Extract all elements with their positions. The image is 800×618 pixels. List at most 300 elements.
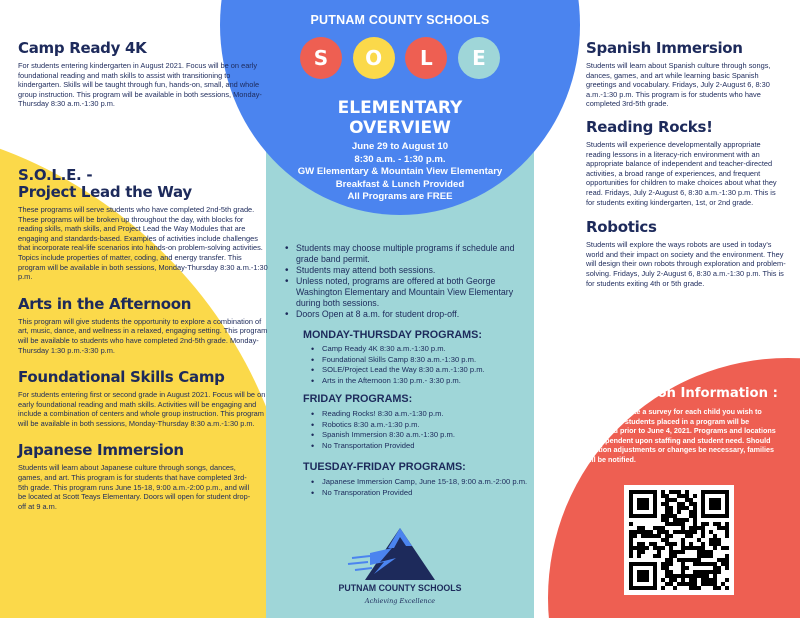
qr-module <box>629 534 633 538</box>
qr-module <box>693 494 697 498</box>
section-title: Japanese Immersion <box>18 441 184 460</box>
qr-module <box>689 542 693 546</box>
registration-title: Registration Information : <box>584 386 778 401</box>
logo-district-name: PUTNAM COUNTY SCHOOLS <box>338 583 462 593</box>
qr-module <box>709 562 713 566</box>
qr-module <box>669 554 673 558</box>
qr-module <box>693 514 697 518</box>
qr-module <box>637 554 641 558</box>
tuesday-friday-list <box>309 477 533 498</box>
district-title: PUTNAM COUNTY SCHOOLS <box>310 13 490 27</box>
overview-title-line1: ELEMENTARY <box>337 98 463 118</box>
qr-module <box>645 530 649 534</box>
qr-module <box>677 558 681 562</box>
list-item: • Students may attend both sessions. <box>284 265 530 276</box>
qr-module <box>693 562 697 566</box>
qr-module <box>677 502 681 506</box>
qr-module <box>681 506 685 510</box>
qr-module <box>681 558 685 562</box>
qr-module <box>717 542 721 546</box>
qr-module <box>713 582 717 586</box>
event-meals: Breakfast & Lunch Provided <box>335 178 465 190</box>
qr-module <box>673 554 677 558</box>
qr-module <box>641 546 645 550</box>
qr-module <box>717 522 721 526</box>
list-item: • Camp Ready 4K 8:30 a.m.-1:30 p.m. <box>309 344 533 355</box>
qr-module <box>697 538 701 542</box>
qr-module <box>657 530 661 534</box>
list-item: • Arts in the Afternoon 1:30 p.m.- 3:30 p.m. <box>309 376 533 387</box>
section-title: Arts in the Afternoon <box>18 294 192 313</box>
qr-module <box>693 570 697 574</box>
qr-module <box>637 570 649 582</box>
qr-module <box>669 522 673 526</box>
qr-module <box>701 570 705 574</box>
qr-module <box>721 558 725 562</box>
event-locations: GW Elementary & Mountain View Elementary <box>297 166 503 178</box>
qr-module <box>705 554 709 558</box>
qr-module <box>673 530 677 534</box>
qr-module <box>689 530 693 534</box>
qr-module <box>693 582 697 586</box>
list-item: • No Transporation Provided <box>309 488 533 499</box>
qr-module <box>669 542 673 546</box>
qr-module <box>709 550 713 554</box>
qr-module <box>637 530 641 534</box>
qr-module <box>713 538 717 542</box>
qr-module <box>665 534 669 538</box>
qr-module <box>673 550 677 554</box>
qr-module <box>665 498 669 502</box>
qr-module <box>685 498 689 502</box>
section-title: Camp Ready 4K <box>18 39 147 57</box>
list-item: • No Transportation Provided <box>309 441 533 452</box>
qr-module <box>685 546 689 550</box>
qr-module <box>665 558 669 562</box>
qr-module <box>661 502 665 506</box>
sole-letter-o: O <box>353 37 395 79</box>
qr-module <box>665 522 669 526</box>
qr-module <box>673 498 677 502</box>
qr-module <box>637 546 641 550</box>
qr-module <box>701 562 705 566</box>
qr-module <box>713 566 717 570</box>
qr-module <box>677 506 681 510</box>
section-body: Students will learn about Japanese culture through songs, dances, games, and art. This program is for students that have completed 3rd-5th grade. This program runs June 15-18, 9:00 a.m.-2:00 p.m., and will be located at Scott Teays Elementary. Doors will open for student drop-off at 9 a.m. <box>18 463 251 511</box>
qr-module <box>725 562 729 566</box>
qr-module <box>693 506 697 510</box>
qr-module <box>637 498 649 510</box>
qr-module <box>725 554 729 558</box>
qr-module <box>701 542 705 546</box>
qr-module <box>721 582 725 586</box>
qr-module <box>657 554 661 558</box>
qr-module <box>677 522 681 526</box>
qr-module <box>669 570 673 574</box>
friday-title: FRIDAY PROGRAMS: <box>303 393 413 405</box>
qr-module <box>629 530 633 534</box>
qr-module <box>681 562 685 566</box>
qr-module <box>629 542 633 546</box>
qr-module <box>709 530 713 534</box>
qr-module <box>665 566 669 570</box>
motion-line-icon <box>355 568 372 570</box>
list-item: • Doors Open at 8 a.m. for student drop-off. <box>284 309 530 320</box>
monday-thursday-title: MONDAY-THURSDAY PROGRAMS: <box>303 329 482 341</box>
qr-module <box>669 546 673 550</box>
qr-module <box>657 534 661 538</box>
qr-module <box>673 490 677 494</box>
qr-module <box>681 582 685 586</box>
qr-module <box>725 534 729 538</box>
qr-module <box>629 522 633 526</box>
qr-module <box>685 506 689 510</box>
qr-module <box>673 522 677 526</box>
qr-module <box>681 518 685 522</box>
qr-module <box>653 534 657 538</box>
qr-module <box>701 526 705 530</box>
qr-module <box>649 542 653 546</box>
friday-list <box>309 409 533 451</box>
qr-module <box>681 522 685 526</box>
qr-module <box>669 550 673 554</box>
qr-module <box>701 582 705 586</box>
qr-module <box>697 574 701 578</box>
qr-module <box>693 586 697 590</box>
qr-module <box>657 546 661 550</box>
qr-module <box>653 542 657 546</box>
qr-module <box>661 518 665 522</box>
qr-module <box>681 542 685 546</box>
qr-module <box>701 522 705 526</box>
qr-module <box>721 546 725 550</box>
qr-module <box>697 558 701 562</box>
section-body: For students entering kindergarten in August 2021. Focus will be on early foundational reading and math skills to assist with transitioning to kindergarten. Skills will be taught through fun, hands-on, small, and whole group instruction. This program will be available in both sessions, Monday-Thursday 8:30 a.m.-1:30 p.m. <box>18 61 262 109</box>
qr-module <box>681 574 685 578</box>
qr-module <box>689 534 693 538</box>
qr-module <box>633 534 637 538</box>
qr-module <box>717 526 721 530</box>
list-item: • Unless noted, programs are offered at both George Washington Elementary and Mountain View Elementary during both sessions. <box>284 276 530 309</box>
qr-module <box>697 526 701 530</box>
qr-module <box>701 530 705 534</box>
qr-module <box>661 526 665 530</box>
general-notes-list <box>284 243 530 320</box>
qr-module <box>665 502 669 506</box>
camp-ready-section <box>18 40 270 109</box>
qr-module <box>665 574 669 578</box>
section-title: Spanish Immersion <box>586 39 743 57</box>
qr-module <box>677 574 681 578</box>
qr-module <box>629 550 633 554</box>
qr-module <box>721 526 725 530</box>
qr-module <box>693 522 697 526</box>
list-item: • Spanish Immersion 8:30 a.m.-1:30 p.m. <box>309 430 533 441</box>
qr-module <box>713 578 717 582</box>
list-item: • Reading Rocks! 8:30 a.m.-1:30 p.m. <box>309 409 533 420</box>
qr-module <box>661 538 665 542</box>
qr-module <box>701 574 705 578</box>
qr-module <box>725 566 729 570</box>
qr-module <box>669 506 673 510</box>
qr-module <box>689 546 693 550</box>
qr-module <box>653 554 657 558</box>
qr-module <box>681 502 685 506</box>
section-title: Reading Rocks! <box>586 117 713 136</box>
section-body: These programs will serve students who have completed 2nd-5th grade. These programs will be broken up throughout the day, with blocks for reading skills, math skills, and Project Lead the Way Modules that are engaging and standards-based. Examples of activities include challenges that incorporate real-life scenarios into hands-on problem-solving activities. Topics include properties of matter, coding, and energy transfer. This program will be available in both sessions, Monday-Thursday 8:30 a.m.-1:30 p.m. <box>18 204 268 282</box>
event-time: 8:30 a.m. - 1:30 p.m. <box>354 153 446 165</box>
qr-module <box>701 546 705 550</box>
qr-module <box>665 506 669 510</box>
qr-module <box>705 582 709 586</box>
left-column <box>18 40 270 511</box>
tuesday-friday-title: TUESDAY-FRIDAY PROGRAMS: <box>303 461 466 473</box>
qr-module <box>689 526 693 530</box>
qr-module <box>669 510 673 514</box>
qr-module <box>689 502 693 506</box>
section-body: Students will learn about Spanish culture through songs, dances, games, and art while learning basic Spanish greetings and vocabulary. Fridays, July 2-August 6, 8:30 a.m.-1:30 p.m. This program is for students who have completed 3rd-5th grade. <box>586 61 771 109</box>
qr-module <box>693 518 697 522</box>
qr-module <box>681 550 685 554</box>
qr-module <box>641 530 645 534</box>
qr-module <box>649 530 653 534</box>
qr-module <box>713 534 717 538</box>
section-title-line2: Project Lead the Way <box>18 182 192 201</box>
reading-rocks-section <box>586 119 786 207</box>
qr-module <box>705 578 709 582</box>
section-title: Foundational Skills Camp <box>18 368 225 387</box>
qr-module <box>681 526 685 530</box>
qr-module <box>685 558 689 562</box>
qr-module <box>677 510 681 514</box>
qr-module <box>705 570 709 574</box>
qr-module <box>685 530 689 534</box>
qr-module <box>661 566 665 570</box>
qr-module <box>685 518 689 522</box>
qr-module <box>665 530 669 534</box>
qr-module <box>717 566 721 570</box>
qr-module <box>693 574 697 578</box>
sole-pltw-section <box>18 167 270 282</box>
qr-module <box>665 510 669 514</box>
qr-module <box>665 570 669 574</box>
qr-module <box>669 534 673 538</box>
sole-letter-s: S <box>300 37 342 79</box>
qr-module <box>677 582 681 586</box>
qr-module <box>713 574 717 578</box>
qr-module <box>689 574 693 578</box>
qr-module <box>697 554 701 558</box>
qr-module <box>689 510 693 514</box>
monday-thursday-list <box>309 344 533 386</box>
robotics-section <box>586 219 786 288</box>
event-info <box>266 141 534 204</box>
qr-module <box>709 554 713 558</box>
qr-module <box>661 514 665 518</box>
qr-module <box>705 550 709 554</box>
qr-module <box>689 586 693 590</box>
arts-afternoon-section <box>18 296 270 355</box>
qr-module <box>665 582 669 586</box>
qr-module <box>677 530 681 534</box>
qr-module <box>677 518 681 522</box>
qr-module <box>641 542 645 546</box>
qr-module <box>705 574 709 578</box>
qr-module <box>725 522 729 526</box>
qr-module <box>701 534 705 538</box>
qr-module <box>633 546 637 550</box>
qr-module <box>697 562 701 566</box>
section-body: For students entering first or second grade in August 2021. Focus will be on early foundational reading and math skills. Activities will be engaging and include a combination of centers and whole group instruction. This program will be available in both sessions, Monday-Thursday 8:30 a.m.-1:30 p.m. <box>18 390 266 428</box>
list-item: • Robotics 8:30 a.m.-1:30 p.m. <box>309 420 533 431</box>
qr-module <box>665 514 669 518</box>
qr-module <box>693 510 697 514</box>
qr-module <box>641 550 645 554</box>
qr-module <box>689 578 693 582</box>
qr-module <box>673 542 677 546</box>
qr-module <box>677 490 681 494</box>
qr-module <box>689 558 693 562</box>
overview-title <box>266 98 534 138</box>
spanish-immersion-section <box>586 40 786 109</box>
qr-module <box>713 570 717 574</box>
qr-module <box>709 578 713 582</box>
qr-module <box>725 526 729 530</box>
qr-module <box>637 526 641 530</box>
qr-module <box>637 550 641 554</box>
qr-module <box>709 538 713 542</box>
qr-module <box>673 578 677 582</box>
right-column <box>586 40 786 288</box>
qr-module <box>661 546 665 550</box>
sole-letter-l: L <box>405 37 447 79</box>
qr-module <box>665 538 669 542</box>
qr-module <box>725 530 729 534</box>
qr-module <box>641 534 645 538</box>
qr-module <box>673 574 677 578</box>
qr-module <box>669 562 673 566</box>
qr-module <box>693 546 697 550</box>
qr-module <box>717 558 721 562</box>
qr-module <box>685 574 689 578</box>
qr-module <box>657 526 661 530</box>
sole-letters <box>300 37 500 79</box>
qr-module <box>693 578 697 582</box>
qr-module <box>685 582 689 586</box>
qr-module <box>661 586 665 590</box>
qr-module <box>669 582 673 586</box>
qr-module <box>653 546 657 550</box>
qr-module <box>649 534 653 538</box>
qr-module <box>725 586 729 590</box>
section-title: Robotics <box>586 218 657 237</box>
qr-module <box>629 546 633 550</box>
qr-module <box>713 542 717 546</box>
foundational-skills-section <box>18 369 270 428</box>
qr-module <box>669 498 673 502</box>
qr-module <box>713 522 717 526</box>
qr-module <box>681 546 685 550</box>
qr-module <box>689 514 693 518</box>
list-item: • Foundational Skills Camp 8:30 a.m.-1:30 p.m. <box>309 355 533 366</box>
motion-line-icon <box>352 556 370 558</box>
qr-module <box>637 542 641 546</box>
qr-module <box>717 538 721 542</box>
qr-module <box>713 562 717 566</box>
qr-module <box>689 498 693 502</box>
qr-module <box>697 586 701 590</box>
overview-title-line2: OVERVIEW <box>349 118 451 138</box>
motion-line-icon <box>348 562 368 564</box>
list-item: • SOLE/Project Lead the Way 8:30 a.m.-1:30 p.m. <box>309 365 533 376</box>
list-item: • Students may choose multiple programs if schedule and grade band permit. <box>284 243 530 265</box>
section-body: Students will explore the ways robots are used in today's world and their impact on society and the environment. They will design their own robots through exploration and problem-solving. Fridays, July 2-August 6, 8:30 a.m.-1:30 p.m. This is for students exiting 4th or 5th grade. <box>586 240 786 288</box>
qr-module <box>689 582 693 586</box>
list-item: • Japanese Immersion Camp, June 15-18, 9:00 a.m.-2:00 p.m. <box>309 477 533 488</box>
qr-module <box>669 514 673 518</box>
qr-module <box>681 538 685 542</box>
qr-module <box>661 494 665 498</box>
qr-module <box>677 550 681 554</box>
qr-module <box>629 554 633 558</box>
qr-module <box>697 546 701 550</box>
qr-module <box>701 578 705 582</box>
qr-module <box>685 566 689 570</box>
qr-module <box>661 562 665 566</box>
qr-module <box>661 578 665 582</box>
qr-code-icon <box>629 490 729 590</box>
section-body: Students will experience developmentally appropriate reading lessons in a literacy-rich environment with an appropriate balance of independent and teacher-directed activities, a broad range of experiences, and frequent opportunities for children to make choices about what they read. Fridays, July 2-August 6, 8:30 a.m.-1:30 p.m. This is for students exiting kindergarten, 1st, or 2nd grade. <box>586 139 777 207</box>
section-body: This program will give students the opportunity to explore a combination of art, music, dance, and wellness in a relaxed, engaging setting. This program will be available to students who have completed 2nd-5th grade. Monday-Thursday 1:30 p.m.-3:30 p.m. <box>18 316 268 355</box>
japanese-immersion-section <box>18 442 270 511</box>
section-title-line1: S.O.L.E. - <box>18 165 93 184</box>
qr-module <box>685 534 689 538</box>
qr-module <box>633 530 637 534</box>
qr-module <box>661 490 665 494</box>
qr-module <box>693 526 697 530</box>
qr-module <box>717 570 721 574</box>
qr-module <box>669 574 673 578</box>
qr-module <box>709 582 713 586</box>
qr-module <box>681 530 685 534</box>
qr-module <box>685 494 689 498</box>
qr-code[interactable] <box>624 485 734 595</box>
qr-module <box>721 562 725 566</box>
qr-module <box>665 494 669 498</box>
qr-module <box>685 490 689 494</box>
qr-module <box>645 534 649 538</box>
registration-body: Please complete a survey for each child you wish to register. All students placed in a program will be contacted prior to June 4, 2021. Programs and locations are dependent upon staffing and student need. Should location adjustments or changes be necessary, families will be notified. <box>584 407 776 464</box>
qr-module <box>657 550 661 554</box>
qr-module <box>665 542 669 546</box>
qr-module <box>673 586 677 590</box>
qr-module <box>673 514 677 518</box>
qr-module <box>669 490 673 494</box>
qr-module <box>629 538 633 542</box>
qr-module <box>713 546 717 550</box>
qr-module <box>725 546 729 550</box>
qr-module <box>693 502 697 506</box>
event-cost: All Programs are FREE <box>347 191 453 203</box>
qr-module <box>681 570 685 574</box>
qr-module <box>697 550 701 554</box>
qr-module <box>653 526 657 530</box>
qr-module <box>693 558 697 562</box>
qr-module <box>701 554 705 558</box>
qr-module <box>661 530 665 534</box>
qr-module <box>681 578 685 582</box>
qr-module <box>669 578 673 582</box>
